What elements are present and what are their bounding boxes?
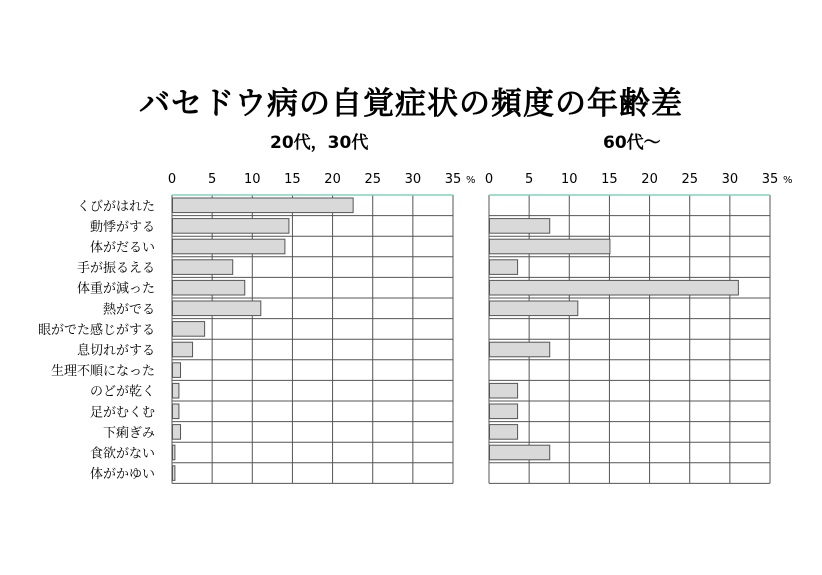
bar-young <box>173 425 181 440</box>
x-tick-label: 35 <box>761 172 779 187</box>
bar-young <box>173 383 179 398</box>
panel-title-senior: 60代〜 <box>603 133 661 153</box>
bar-young <box>173 280 245 295</box>
x-tick-label: 0 <box>167 172 177 187</box>
bar-young <box>173 342 193 357</box>
bar-senior <box>490 239 610 254</box>
bar-young <box>173 404 179 419</box>
x-tick-label: 10 <box>244 172 261 187</box>
x-tick-label: 15 <box>601 172 618 187</box>
category-label: 生理不順になった <box>50 364 155 380</box>
x-tick-label: 10 <box>561 172 578 187</box>
bar-young <box>173 198 354 213</box>
category-label: 手が振るえる <box>76 261 155 277</box>
category-label: 動悸がする <box>89 219 155 235</box>
bar-senior <box>490 219 550 234</box>
x-tick-label: 20 <box>641 172 658 187</box>
bar-young <box>173 301 261 316</box>
x-tick-label: 30 <box>721 172 739 187</box>
category-label: 体がかゆい <box>89 467 155 483</box>
x-tick-label: 30 <box>404 172 422 187</box>
panel-title-young: 20代，30代 <box>270 133 369 153</box>
category-label: 体重が減った <box>76 281 155 297</box>
bar-young <box>173 219 289 234</box>
bar-senior <box>490 425 518 440</box>
bar-young <box>173 322 205 337</box>
bar-young <box>173 466 175 481</box>
x-tick-label: 15 <box>284 172 301 187</box>
bar-senior <box>490 404 518 419</box>
bar-young <box>173 363 181 378</box>
bar-senior <box>490 260 518 275</box>
x-unit-label: % <box>466 175 476 186</box>
bar-senior <box>490 301 578 316</box>
x-tick-label: 35 <box>444 172 462 187</box>
chart-title: バセドウ病の自覚症状の頻度の年齢差 <box>139 86 683 122</box>
x-unit-label: % <box>783 175 793 186</box>
category-label: 足がむくむ <box>89 405 155 421</box>
bar-senior <box>490 342 550 357</box>
bar-senior <box>490 280 739 295</box>
x-tick-label: 25 <box>681 172 698 187</box>
x-tick-label: 5 <box>208 172 217 187</box>
category-label: くびがはれた <box>76 199 155 215</box>
bar-senior <box>490 383 518 398</box>
x-tick-label: 25 <box>364 172 381 187</box>
category-label: 熱がでる <box>102 302 155 318</box>
bar-young <box>173 239 285 254</box>
category-label: 下痢ぎみ <box>102 425 155 441</box>
x-tick-label: 0 <box>484 172 494 187</box>
category-label: 体がだるい <box>89 240 155 256</box>
category-label: 息切れがする <box>76 343 155 359</box>
category-label: のどが乾く <box>89 384 155 400</box>
bar-senior <box>490 445 550 460</box>
bar-young <box>173 445 175 460</box>
x-tick-label: 5 <box>525 172 534 187</box>
x-tick-label: 20 <box>324 172 341 187</box>
category-label: 食欲がない <box>89 446 155 462</box>
category-label: 眼がでた感じがする <box>37 322 155 338</box>
bar-young <box>173 260 233 275</box>
